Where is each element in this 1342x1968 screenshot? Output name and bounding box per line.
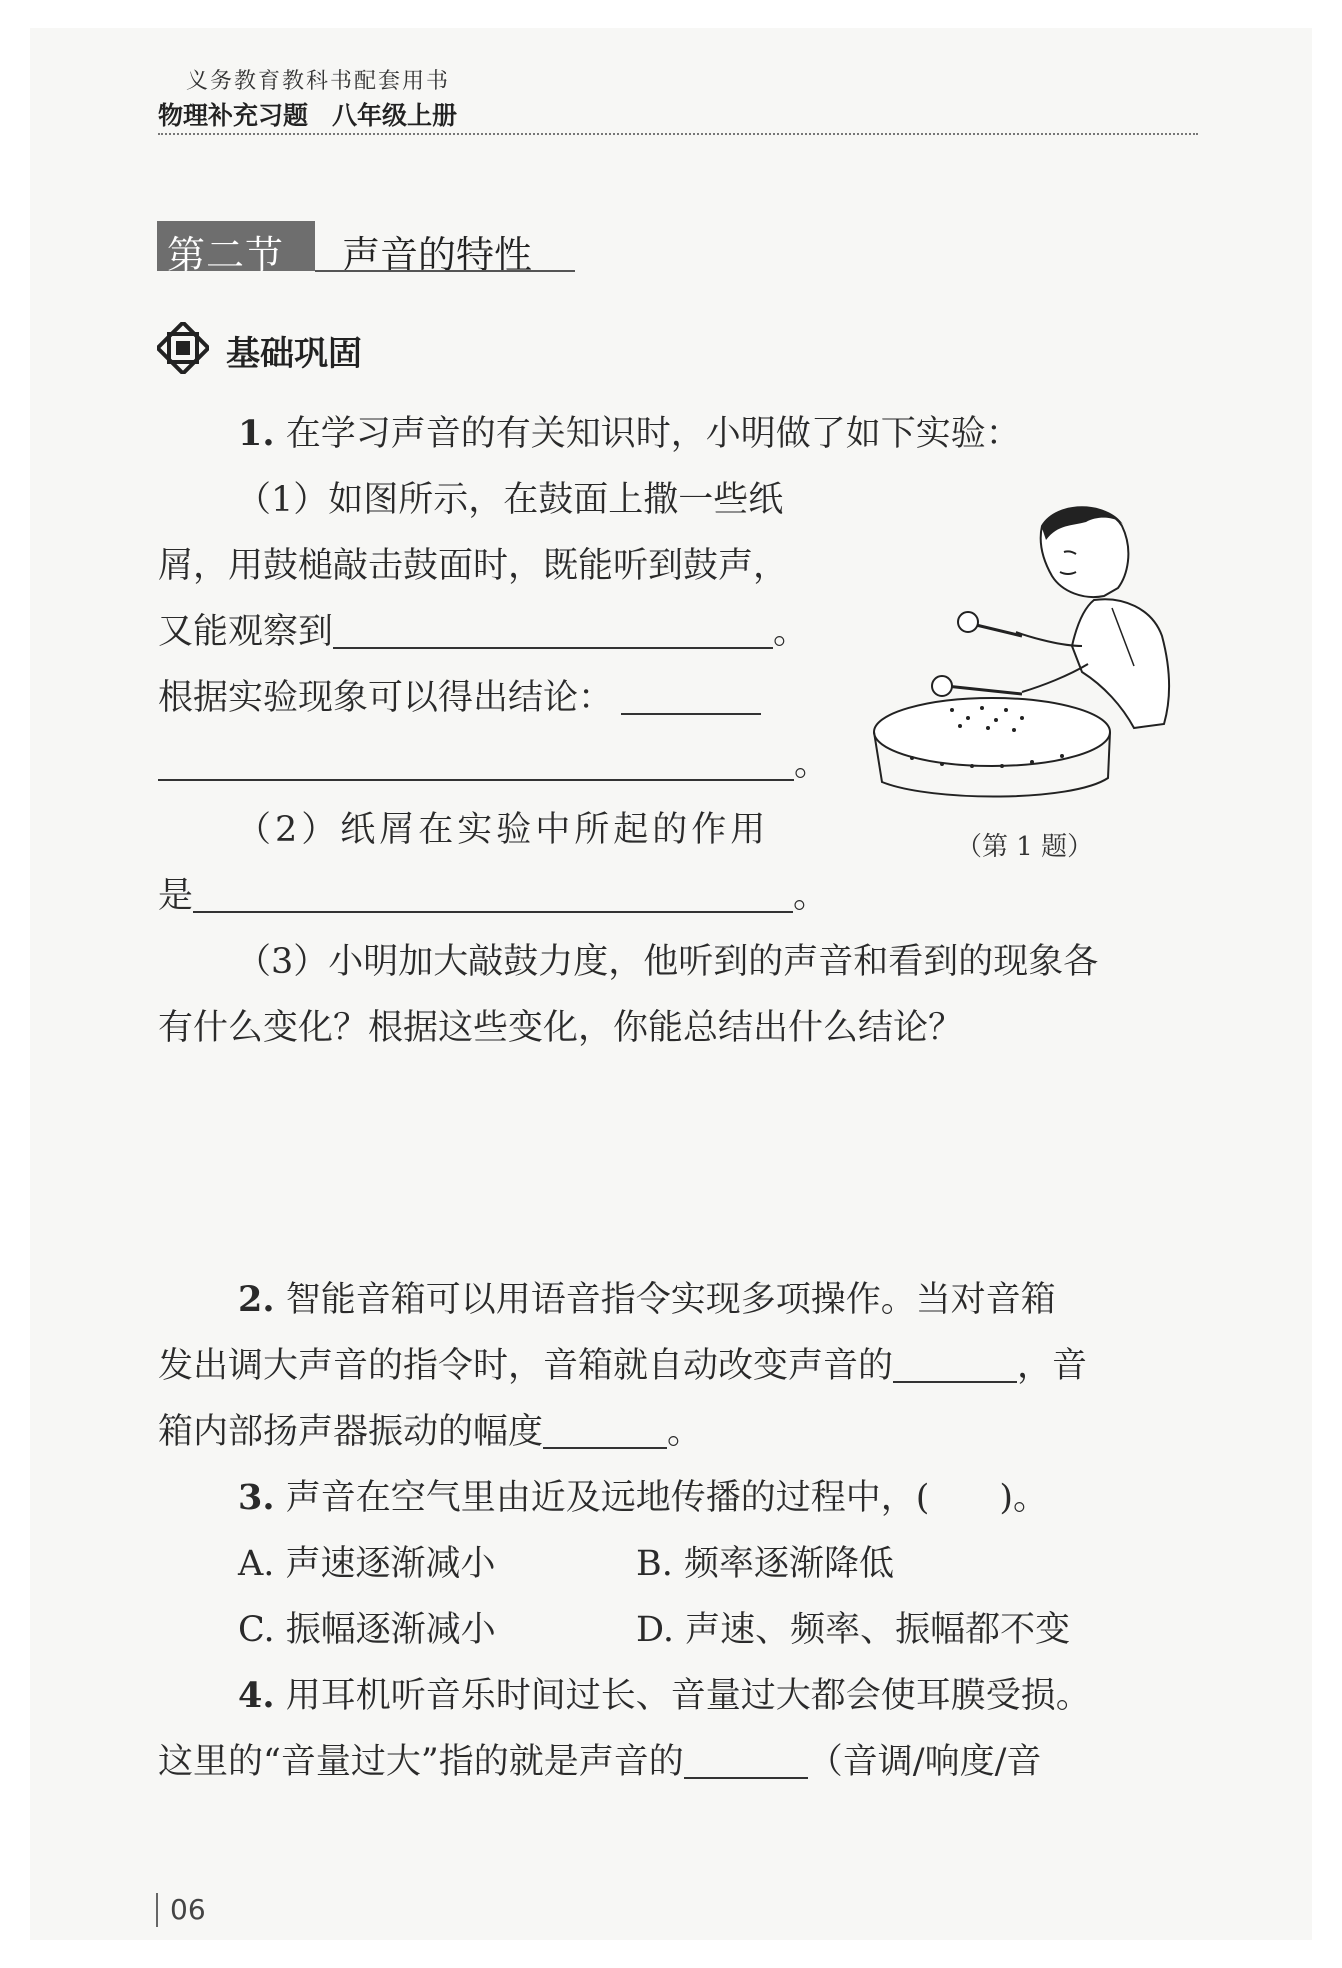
q1-part1-line3-end: 。 bbox=[773, 612, 809, 652]
q3-number: 3. bbox=[238, 1477, 275, 1518]
q1-blank-role[interactable] bbox=[193, 881, 793, 913]
q1-part1-line3 bbox=[158, 604, 808, 654]
q2-blank-amplitude[interactable] bbox=[543, 1417, 667, 1449]
q1-part1-line2: 屑，用鼓槌敲击鼓面时，既能听到鼓声， bbox=[158, 546, 789, 586]
q2-blank-property[interactable] bbox=[893, 1351, 1017, 1383]
q1-blank-conclusion[interactable] bbox=[158, 749, 794, 781]
q1-part3-line2: 有什么变化？根据这些变化，你能总结出什么结论？ bbox=[158, 1008, 964, 1048]
diamond-ornament-icon bbox=[157, 322, 209, 374]
q1-part1-line1: （1）如图所示，在鼓面上撒一些纸 bbox=[236, 480, 784, 520]
q4-line2-end: （音调/响度/音 bbox=[807, 1742, 1042, 1782]
figure-caption: （第 1 题） bbox=[956, 832, 1094, 862]
q3-option-d[interactable]: D. 声速、频率、振幅都不变 bbox=[636, 1610, 1071, 1650]
section-title: 声音的特性 bbox=[342, 233, 533, 277]
q2-line1 bbox=[238, 1272, 1056, 1322]
subsection-title: 基础巩固 bbox=[226, 334, 362, 374]
q1-part1-line4 bbox=[158, 670, 761, 720]
q1-blank-conclusion-start[interactable] bbox=[621, 683, 761, 715]
q2-line2 bbox=[158, 1338, 1087, 1388]
q1-part1-line3-text: 又能观察到 bbox=[158, 612, 334, 652]
q1-part2-line2-text: 是 bbox=[158, 876, 194, 916]
header-divider bbox=[158, 133, 1198, 135]
q4-blank-answer[interactable] bbox=[684, 1747, 808, 1779]
q3-option-c[interactable]: C. 振幅逐渐减小 bbox=[238, 1610, 496, 1650]
q3-stem bbox=[238, 1470, 1048, 1520]
page-number: 06 bbox=[170, 1893, 206, 1926]
page-background bbox=[30, 28, 1312, 1940]
q1-number: 1. bbox=[238, 413, 275, 454]
q1-stem bbox=[238, 406, 1021, 456]
q1-part1-line5-end: 。 bbox=[794, 744, 830, 784]
page-number-bar bbox=[156, 1893, 158, 1927]
section-underline bbox=[315, 270, 575, 272]
q4-line2-text: 这里的“音量过大”指的就是声音的 bbox=[158, 1742, 684, 1782]
book-series-line: 义务教育教科书配套用书 bbox=[186, 69, 451, 94]
q2-line2-text: 发出调大声音的指令时，音箱就自动改变声音的 bbox=[158, 1346, 894, 1386]
q2-line3-text: 箱内部扬声器振动的幅度 bbox=[158, 1412, 544, 1452]
q4-line2 bbox=[158, 1734, 1041, 1784]
grade-label: 八年级上册 bbox=[332, 101, 458, 130]
q2-line3 bbox=[158, 1404, 702, 1454]
book-name: 物理补充习题 bbox=[158, 101, 309, 130]
q1-part1-line5 bbox=[158, 736, 829, 786]
q4-line1 bbox=[238, 1668, 1091, 1718]
q2-line2-end: ，音 bbox=[1017, 1346, 1088, 1386]
q1-blank-observation[interactable] bbox=[333, 617, 773, 649]
q1-part1-line4-text: 根据实验现象可以得出结论： bbox=[158, 678, 614, 718]
q1-part2-line2 bbox=[158, 868, 828, 918]
q1-part2-line1: （2）纸屑在实验中所起的作用 bbox=[236, 810, 770, 850]
book-title-line bbox=[158, 96, 457, 132]
boy-drum-illustration bbox=[872, 496, 1202, 814]
section-number: 第二节 bbox=[167, 233, 285, 277]
q4-line1-text: 用耳机听音乐时间过长、音量过大都会使耳膜受损。 bbox=[285, 1676, 1091, 1716]
q2-number: 2. bbox=[238, 1279, 275, 1320]
q3-stem-text: 声音在空气里由近及远地传播的过程中，( )。 bbox=[285, 1478, 1048, 1518]
q3-option-b[interactable]: B. 频率逐渐降低 bbox=[636, 1544, 894, 1584]
q1-stem-text: 在学习声音的有关知识时，小明做了如下实验： bbox=[285, 414, 1021, 454]
q1-part3-line1: （3）小明加大敲鼓力度，他听到的声音和看到的现象各 bbox=[236, 942, 1099, 982]
q1-part2-line2-end: 。 bbox=[793, 876, 829, 916]
q3-option-a[interactable]: A. 声速逐渐减小 bbox=[238, 1544, 496, 1584]
q2-line1-text: 智能音箱可以用语音指令实现多项操作。当对音箱 bbox=[285, 1280, 1056, 1320]
q4-number: 4. bbox=[238, 1675, 275, 1716]
q2-line3-end: 。 bbox=[667, 1412, 703, 1452]
